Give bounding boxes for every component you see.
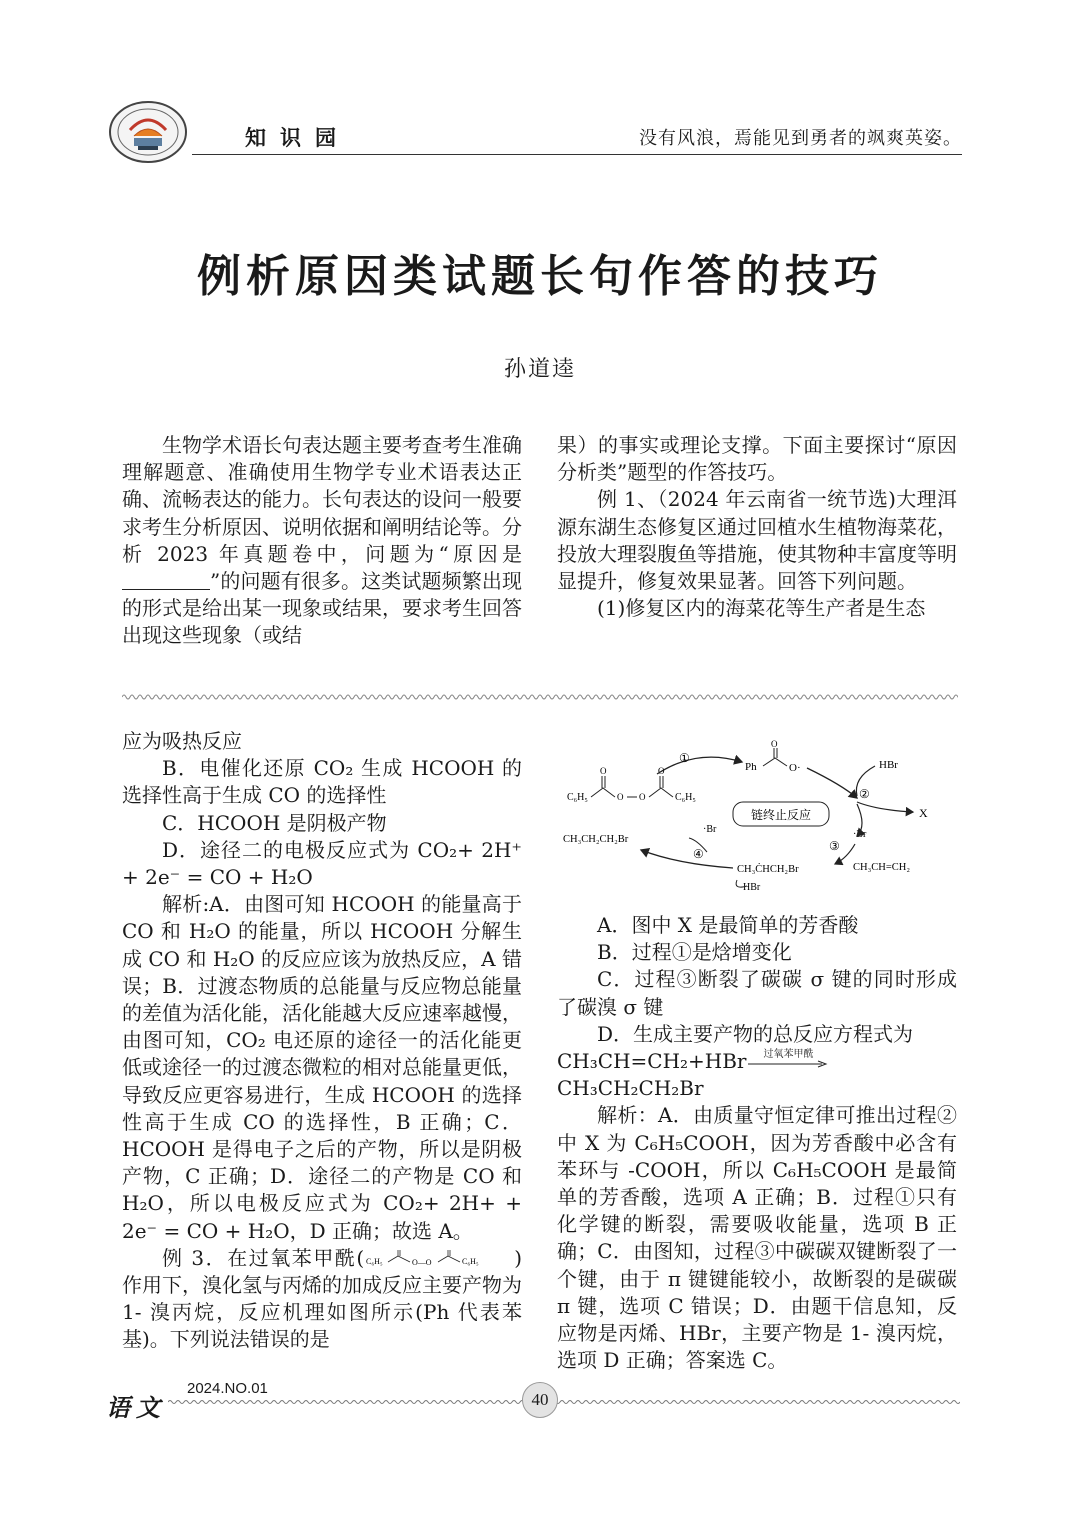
step-2-label: ② — [859, 787, 870, 801]
header-motto: 没有风浪，焉能见到勇者的飒爽英姿。 — [639, 128, 962, 149]
wavy-section-divider — [122, 692, 958, 702]
step-1-label: ① — [679, 751, 690, 765]
analysis-2: 解析:A．由图可知 HCOOH 的能量高于 CO 和 H₂O 的能量，所以 HCOOH 分解生成 CO 和 H₂O 的反应应该为放热反应，A 错误；B．过渡态物质的总能量与反应物总能量的差值为活化能，活化能越大反应速率越慢，由图可知，CO₂ 电还原的途径一的活化能更低或途径一的过渡态微粒的相对总能量更低，导致反应更容易进行，生成 HCOOH 的选择性高于生成 CO 的选择性，B 正确；C．HCOOH 是得电子之后的产物，所以是阴极产物，C 正确；D．途径二的产物是 CO 和 H₂O，所以电极反应式为 CO₂+ 2H+ + 2e⁻ = CO + H₂O，D 正确；故选 A。 — [122, 892, 522, 1243]
option-a-tail: 应为吸热反应 — [122, 729, 242, 753]
hbr-reagent: HBr — [879, 759, 898, 771]
footer-wavy-line — [168, 1398, 960, 1406]
step-4-label: ④ — [693, 847, 704, 861]
svg-text:O: O — [658, 766, 665, 776]
option-b-3: B．过程①是焓增变化 — [597, 940, 792, 965]
catalyst-arrow: 过氧苯甲酰 — [746, 1050, 830, 1070]
svg-text:C₆H₅: C₆H₅ — [462, 1256, 479, 1266]
journal-logo: 语文 — [106, 1393, 166, 1422]
benzoyl-peroxide-structure-icon — [364, 1248, 514, 1270]
issue-number: 2024.NO.01 — [187, 1380, 268, 1397]
bottom-right-column — [557, 912, 957, 1374]
reactant-c6h5-left: C₆H₅ — [567, 792, 588, 803]
top-right-column — [557, 432, 957, 622]
option-c: C．HCOOH 是阴极产物 — [162, 810, 387, 835]
article-title: 例析原因类试题长句作答的技巧 — [197, 251, 883, 302]
bromine-radical-right: ·Br — [853, 829, 867, 840]
example-1: 例 1、（2024 年云南省一统节选)大理洱源东湖生态修复区通过回植水生植物海菜花，投放大理裂腹鱼等措施，使其物种丰富度等明显提升，修复效果显著。回答下列问题。 — [557, 487, 957, 594]
bromine-radical-left: ·Br — [703, 824, 717, 835]
svg-text:O: O — [617, 792, 624, 802]
svg-text:C₆H₅: C₆H₅ — [366, 1256, 383, 1266]
chain-termination-label: 链终止反应 — [750, 808, 812, 822]
top-left-column — [122, 432, 522, 650]
analysis-3: 解析：A．由质量守恒定律可推出过程②中 X 为 C₆H₅COOH，因为芳香酸中必含有苯环与 -COOH，所以 C₆H₅COOH 是最简单的芳香酸，选项 A 正确；B．过程①只有化学键的断裂，需要吸收能量，选项 B 正确；C．由图知，过程③中碳碳双键断裂了一个键，由于 π 键键能较小，故断裂的是碳碳 π 键，选项 C 错误；D．由题干信息知，反应物是丙烯、HBr，主要产物是 1- 溴丙烷，选项 D 正确；答案选 C。 — [557, 1103, 957, 1373]
reactant-c6h5-right: C₆H₅ — [675, 792, 696, 803]
svg-text:O·: O· — [789, 762, 801, 774]
propene-reactant: CH₃CH=CH₂ — [853, 862, 911, 873]
school-logo-icon — [108, 100, 188, 164]
example-1-question: (1)修复区内的海菜花等生产者是生态 — [597, 596, 926, 621]
step-3-label: ③ — [829, 839, 840, 853]
bottom-left-column — [122, 728, 522, 1354]
section-name: 知识园 — [245, 125, 350, 150]
option-c-3: C．过程③断裂了碳碳 σ 键的同时形成了碳溴 σ 键 — [557, 967, 957, 1019]
header-divider — [192, 154, 962, 155]
svg-text:O: O — [639, 792, 646, 802]
article-author: 孙道逵 — [503, 357, 576, 382]
intro-paragraph: 生物学术语长句表达题主要考查考生准确理解题意、准确使用生物学专业术语表达正确、流畅表达的能力。长句表达的设问一般要求考生分析原因、说明依据和阐明结论等。分析 2023 年真题卷中，问题为“原因是”的问题有很多。这类试题频繁出现的形式是给出某一现象或结果，要求考生回答出现这些现象（或结 — [122, 433, 522, 648]
main-product: CH₃CH₂CH₂Br — [563, 834, 629, 845]
radical-intermediate: CH₃ĊHCH₂Br — [737, 864, 799, 875]
option-b: B．电催化还原 CO₂ 生成 HCOOH 的选择性高于生成 CO 的选择性 — [122, 756, 522, 808]
option-d-3: D．生成主要产物的总反应方程式为 — [597, 1021, 914, 1046]
svg-text:O—O: O—O — [412, 1257, 432, 1267]
option-d: D．途径二的电极反应式为 CO₂+ 2H⁺ + 2e⁻ = CO + H₂O — [122, 837, 522, 890]
svg-text:O: O — [771, 740, 778, 749]
overall-equation: CH₃CH=CH₂+HBr 过氧苯甲酰 CH₃CH₂CH₂Br — [557, 1048, 957, 1102]
reaction-mechanism-diagram — [557, 740, 957, 900]
intro-continuation: 果）的事实或理论支撑。下面主要探讨“原因分析类”题型的作答技巧。 — [557, 433, 957, 485]
answer-blank — [122, 569, 210, 590]
example-3: 例 3．在过氧苯甲酰( C₆H₅ O—O C₆H₅ )作用下，溴化氢与丙烯的加成反应主要产物为 1- 溴丙烷，反应机理如图所示(Ph 代表苯基)。下列说法错误的是 — [122, 1245, 522, 1352]
hbr-step-4: HBr — [743, 882, 761, 893]
svg-text:O: O — [600, 766, 607, 776]
benzoyloxy-radical-label: Ph — [745, 761, 757, 773]
page-number: 40 — [522, 1382, 558, 1418]
option-a-3: A．图中 X 是最简单的芳香酸 — [597, 913, 859, 937]
product-x: X — [919, 806, 928, 820]
